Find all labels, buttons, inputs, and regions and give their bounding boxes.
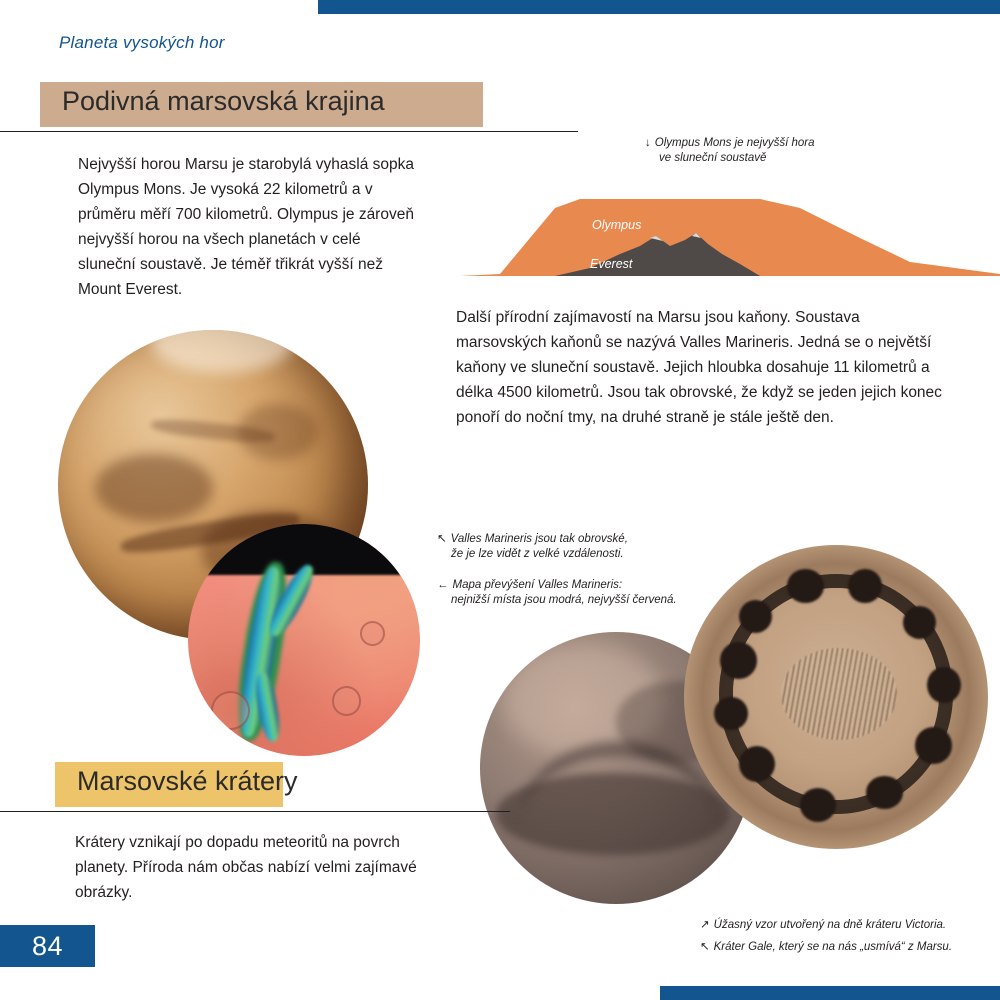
- victoria-scallop-4: [848, 569, 881, 602]
- arrow-upleft-icon: ↖: [700, 941, 710, 953]
- victoria-scallop-7: [915, 727, 951, 763]
- victoria-scallop-11: [714, 697, 747, 730]
- caption-line-2: že je lze vidět z velké vzdálenosti.: [451, 548, 624, 560]
- page-number: 84: [0, 925, 95, 967]
- arrow-left-icon: ←: [437, 579, 449, 591]
- caption-line-1: Olympus Mons je nejvyšší hora: [654, 137, 815, 149]
- caption-gale: [700, 940, 1000, 955]
- caption-victoria: [700, 918, 1000, 933]
- caption-line-1: Mapa převýšení Valles Marineris:: [452, 579, 623, 591]
- heading-rule: [0, 131, 578, 132]
- victoria-scallop-9: [800, 788, 836, 821]
- paragraph-canyons: Další přírodní zajímavostí na Marsu jsou kaňony. Soustava marsovských kaňonů se nazývá Valles Marineris. Jedná se o největší kaňony ve sluneční soustavě. Jejich hloubka dosahuje 11 kilometrů a délka 4500 kilometrů. Jsou tak obrovské, že když se jeden jejich konec ponoří do noční tmy, na druhé straně je stále ještě den.: [456, 309, 942, 426]
- map-crater-2: [332, 686, 362, 716]
- caption-line-1: Úžasný vzor utvořený na dně kráteru Victoria.: [713, 919, 947, 931]
- mars-dark-region-1: [95, 454, 213, 522]
- diagram-label-olympus: Olympus: [592, 218, 642, 232]
- arrow-upright-icon: ↗: [700, 919, 710, 931]
- caption-line-2: ve sluneční soustavě: [659, 152, 767, 164]
- top-accent-bar: [318, 0, 1000, 14]
- victoria-scallop-5: [903, 606, 936, 639]
- image-crater-victoria: [684, 545, 988, 849]
- heading-rule: [0, 811, 510, 812]
- diagram-label-everest: Everest: [590, 257, 633, 271]
- map-crater-3: [360, 621, 385, 646]
- arrow-down-icon: ↓: [645, 137, 651, 149]
- caption-valles-map: [437, 578, 727, 608]
- running-head: Planeta vysokých hor: [59, 33, 225, 52]
- map-crater-1: [211, 691, 250, 730]
- caption-valles-scale: [437, 532, 687, 562]
- image-valles-marineris-map: [188, 524, 420, 756]
- caption-olympus: [645, 136, 945, 166]
- victoria-scallop-2: [739, 600, 772, 633]
- arrow-upleft-icon: ↖: [437, 533, 447, 545]
- paragraph-olympus: Nejvyšší horou Marsu je starobylá vyhaslá sopka Olympus Mons. Je vysoká 22 kilometrů a v průměru měří 700 kilometrů. Olympus je zároveň nejvyšší horou na všech planetách v celé sluneční soustavě. Je téměř třikrát vyšší než Mount Everest.: [78, 156, 414, 298]
- gale-crater-rim: [518, 741, 719, 904]
- caption-line-1: Valles Marineris jsou tak obrovské,: [450, 533, 628, 545]
- heading-text: Podivná marsovská krajina: [62, 86, 385, 116]
- caption-line-1: Kráter Gale, který se na nás „usmívá“ z Marsu.: [713, 941, 953, 953]
- victoria-scallop-1: [720, 642, 756, 678]
- victoria-scallop-3: [787, 569, 823, 602]
- bottom-accent-bar: [660, 986, 1000, 1000]
- victoria-dune-pattern: [781, 648, 897, 739]
- victoria-scallop-6: [927, 667, 960, 703]
- heading-text: Marsovské krátery: [77, 766, 298, 796]
- victoria-scallop-8: [866, 776, 902, 809]
- mars-polar-cap: [151, 330, 294, 373]
- paragraph-craters: Krátery vznikají po dopadu meteoritů na povrch planety. Příroda nám občas nabízí velmi zajímavé obrázky.: [75, 834, 417, 901]
- olympus-profile-diagram: [460, 178, 1000, 276]
- caption-line-2: nejnižší místa jsou modrá, nejvyšší červená.: [451, 594, 677, 606]
- victoria-scallop-10: [739, 746, 775, 782]
